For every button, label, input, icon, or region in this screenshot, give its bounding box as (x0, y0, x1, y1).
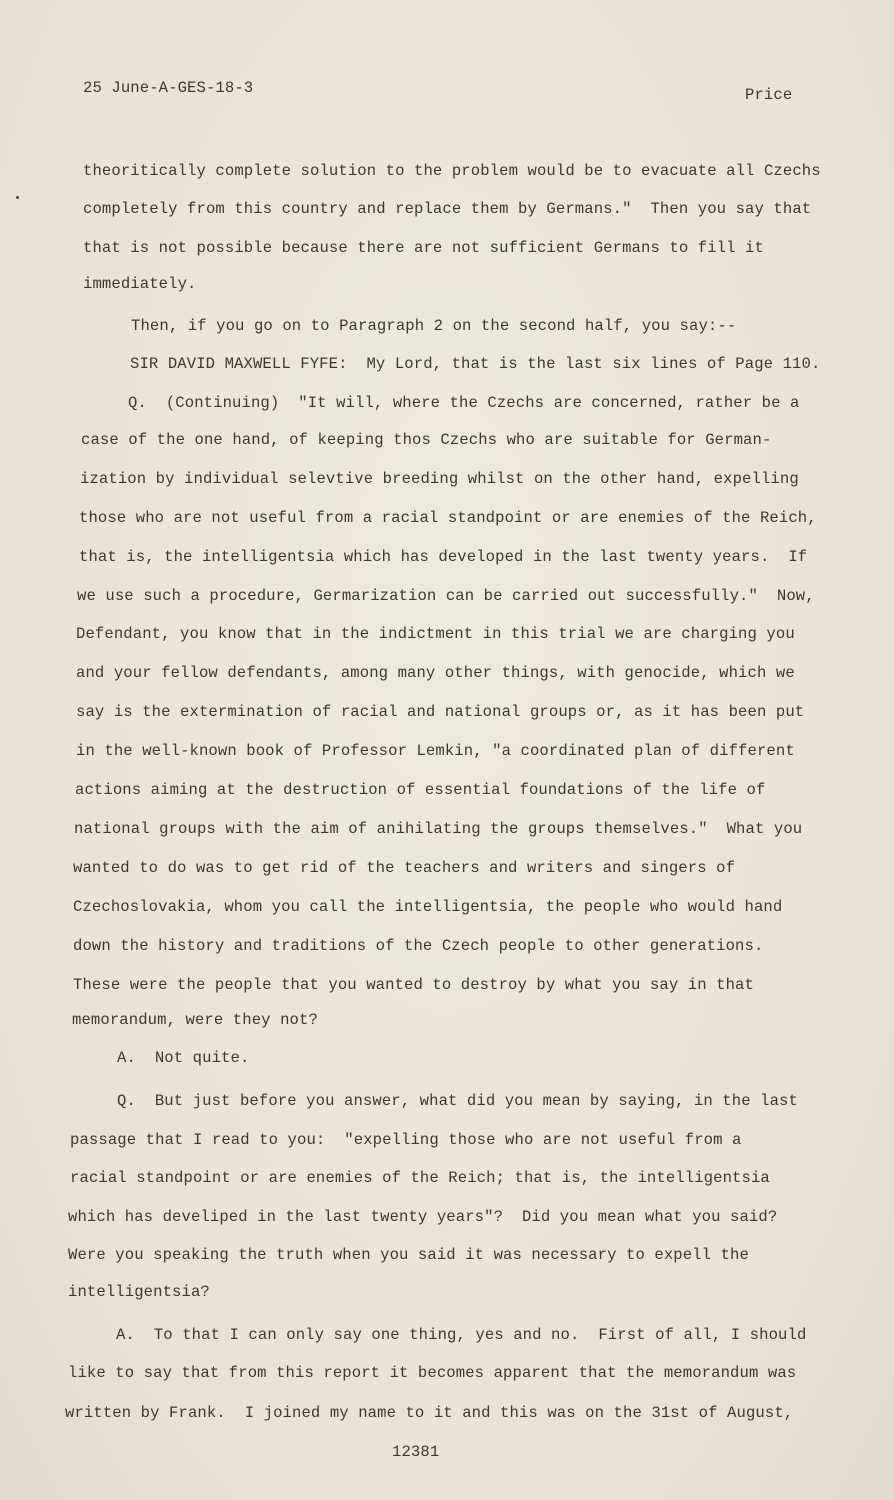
text-line: case of the one hand, of keeping thos Czechs who are suitable for German- (81, 431, 772, 449)
text-line: racial standpoint or are enemies of the Reich; that is, the intelligentsia (70, 1169, 770, 1187)
text-line: that is not possible because there are not sufficient Germans to fill it (83, 239, 764, 257)
text-line: passage that I read to you: "expelling those who are not useful from a (70, 1131, 742, 1149)
header-reference: 25 June-A-GES-18-3 (83, 79, 254, 97)
page-number: 12381 (392, 1443, 440, 1461)
text-line: wanted to do was to get rid of the teachers and writers and singers of (73, 859, 736, 877)
text-line: say is the extermination of racial and national groups or, as it has been put (76, 703, 805, 721)
text-line: memorandum, were they not? (72, 1011, 318, 1029)
text-line: A. To that I can only say one thing, yes and no. First of all, I should (116, 1326, 807, 1344)
text-line: immediately. (83, 275, 197, 293)
text-line: that is, the intelligentsia which has developed in the last twenty years. If (79, 548, 808, 566)
text-line: Q. (Continuing) "It will, where the Czechs are concerned, rather be a (128, 394, 800, 412)
text-line: which has develiped in the last twenty years"? Did you mean what you said? (68, 1208, 778, 1226)
text-line: and your fellow defendants, among many other things, with genocide, which we (76, 664, 795, 682)
text-line: those who are not useful from a racial standpoint or are enemies of the Reich, (79, 509, 817, 527)
text-line: Then, if you go on to Paragraph 2 on the second half, you say:-- (131, 317, 737, 335)
text-line: ization by individual selevtive breeding whilst on the other hand, expelling (80, 470, 799, 488)
text-line: written by Frank. I joined my name to it and this was on the 31st of August, (65, 1404, 794, 1422)
text-line: down the history and traditions of the Czech people to other generations. (73, 937, 764, 955)
text-line: intelligentsia? (68, 1283, 210, 1301)
text-line: theoritically complete solution to the problem would be to evacuate all Czechs (83, 162, 821, 180)
text-line: actions aiming at the destruction of essential foundations of the life of (75, 781, 766, 799)
text-line: in the well-known book of Professor Lemkin, "a coordinated plan of different (76, 742, 795, 760)
text-line: SIR DAVID MAXWELL FYFE: My Lord, that is the last six lines of Page 110. (130, 355, 821, 373)
text-line: These were the people that you wanted to destroy by what you say in that (73, 976, 754, 994)
header-witness: Price (745, 86, 793, 104)
text-line: A. Not quite. (117, 1049, 250, 1067)
text-line: Czechoslovakia, whom you call the intelligentsia, the people who would hand (73, 898, 783, 916)
text-line: completely from this country and replace them by Germans." Then you say that (83, 200, 812, 218)
text-line: we use such a procedure, Germarization can be carried out successfully." Now, (77, 587, 815, 605)
text-line: like to say that from this report it becomes apparent that the memorandum was (68, 1364, 797, 1382)
margin-mark (16, 196, 19, 199)
text-line: Defendant, you know that in the indictment in this trial we are charging you (76, 625, 795, 643)
text-line: Were you speaking the truth when you said it was necessary to expell the (68, 1246, 749, 1264)
text-line: Q. But just before you answer, what did you mean by saying, in the last (117, 1092, 798, 1110)
text-line: national groups with the aim of anihilating the groups themselves." What you (74, 820, 803, 838)
